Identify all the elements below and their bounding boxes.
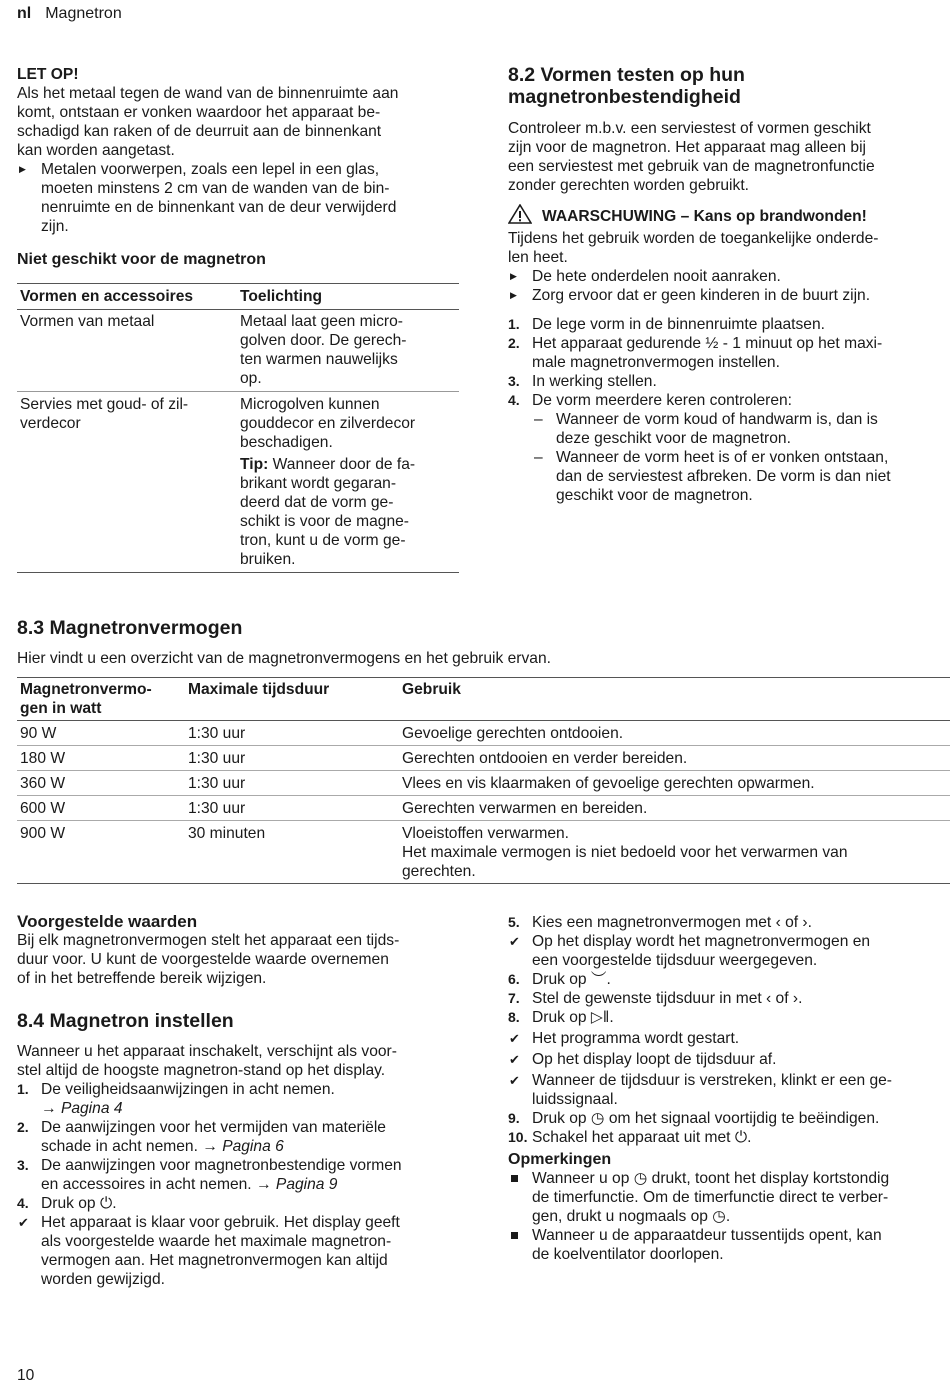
section-8-2-heading: 8.2 Vormen testen op hun magnetronbestendigheid <box>508 64 745 108</box>
table-row: 180 W 1:30 uur Gerechten ontdooien en verder bereiden. <box>17 746 950 771</box>
table-row: 600 W 1:30 uur Gerechten verwarmen en bereiden. <box>17 796 950 821</box>
list-item: – Wanneer de vorm koud of handwarm is, dan is deze geschikt voor de magnetron. <box>534 411 878 447</box>
notes-heading: Opmerkingen <box>508 1151 612 1168</box>
table-header: Gebruik <box>399 678 950 721</box>
page-header <box>17 4 122 23</box>
not-suitable-heading: Niet geschikt voor de magnetron <box>17 251 266 268</box>
table-header: Vormen en accessoires <box>17 284 237 310</box>
check-icon: ✔ <box>509 1031 520 1046</box>
table-row: Vormen van metaal Metaal laat geen micro- golven door. De gerech- ten warmen nauwelijks op. <box>17 310 459 392</box>
caution-bullet: ▶ Metalen voorwerpen, zoals een lepel in een glas, moeten minstens 2 cm van de wanden van de bin- nenruimte en de binnenkant van de deur verwijderd zijn. <box>17 160 467 236</box>
list-item: Wanneer u de apparaatdeur tussentijds opent, kan de koelventilator doorlopen. <box>508 1226 950 1264</box>
warning-bullet: ▶ Zorg ervoor dat er geen kinderen in de buurt zijn. <box>508 286 948 305</box>
test-steps: 1. De lege vorm in de binnenruimte plaatsen. 2. Het apparaat gedurende ½ - 1 minuut op het maxi- male magnetronvermogen instellen. 3. In werking stellen. 4. De vorm meerdere keren controleren: – Wanneer de vorm koud of handwarm is, dan is deze geschikt voor de magnetron. – Wanneer de vorm heet is of er vonken ontstaan, dan de serviestest afbreken. De vorm is dan niet geschikt voor de magnetron. <box>508 315 948 505</box>
list-item: – Wanneer de vorm heet is of er vonken ontstaan, dan de serviestest afbreken. De vorm is dan niet geschikt voor de magnetron. <box>534 449 891 504</box>
language-code: nl <box>17 5 32 22</box>
setting-steps: 1. De veiligheidsaanwijzingen in acht nemen. → Pagina 4 2. De aanwijzingen voor het vermijden van materiële schade in acht nemen. → Pagina 6 3. De aanwijzingen voor magnetronbestendige vormen en accessoires in acht nemen. → Pagina 9 4. Druk op ⏻. ✔ Het apparaat is klaar voor gebruik. Het display geeft als voorgestelde waarde het maximale magnetron- vermogen aan. Het magnetronvermogen kan altijd worden gewijzigd. <box>17 1080 467 1289</box>
section-8-3-heading: 8.3 Magnetronvermogen <box>17 617 243 639</box>
table-row: 90 W 1:30 uur Gevoelige gerechten ontdooien. <box>17 721 950 746</box>
caution-text: Als het metaal tegen de wand van de binnenruimte aan komt, ontstaan er vonken waardoor het apparaat be- schadigd kan raken of de deurruit aan de binnenkant kan worden aangetast. <box>17 85 399 159</box>
power-icon: ⏻ <box>99 1195 113 1212</box>
unsuitable-cookware-table <box>17 283 459 573</box>
page-reference-link[interactable]: Pagina 4 <box>60 1100 123 1117</box>
left-bottom-column <box>17 912 467 1289</box>
list-item: ✔ Het programma wordt gestart. <box>509 1030 740 1047</box>
section-8-4-intro: Wanneer u het apparaat inschakelt, verschijnt als voor- stel altijd de hoogste magnetron-stand op het display. <box>17 1043 397 1079</box>
page-number: 10 <box>17 1367 35 1384</box>
section-8-3 <box>17 617 950 884</box>
suggested-values-heading: Voorgestelde waarden <box>17 912 198 931</box>
table-header: Maximale tijdsduur <box>185 678 399 721</box>
page-reference-link[interactable]: Pagina 6 <box>222 1138 284 1155</box>
check-icon: ✔ <box>18 1215 29 1230</box>
list-item: ✔ Op het display loopt de tijdsduur af. <box>509 1051 777 1068</box>
suggested-values-text: Bij elk magnetronvermogen stelt het apparaat een tijds- duur voor. U kunt de voorgestelde waarde overnemen of in het betreffende bereik wijzigen. <box>17 932 400 987</box>
list-item: ✔ Het apparaat is klaar voor gebruik. Het display geeft als voorgestelde waarde het maximale magnetron- vermogen aan. Het magnetronvermogen kan altijd worden gewijzigd. <box>18 1214 400 1288</box>
caution-title: LET OP! <box>17 66 79 83</box>
table-row: Servies met goud- of zil- verdecor Microgolven kunnen gouddecor en zilverdecor beschadigen. Tip: Wanneer door de fa- brikant wordt gegaran- deerd dat de vorm ge- schikt is voor de magne- tron, kunt u de vorm ge- bruiken. <box>20 396 416 568</box>
header-title: Magnetron <box>45 5 122 22</box>
table-header: Toelichting <box>237 284 459 310</box>
check-icon: ✔ <box>509 1052 520 1067</box>
warning-bullet: ▶ De hete onderdelen nooit aanraken. <box>508 267 948 286</box>
list-item: ✔ Op het display wordt het magnetronvermogen en een voorgestelde tijdsduur weergegeven. <box>509 933 871 969</box>
list-item: ✔ Wanneer de tijdsduur is verstreken, klinkt er een ge- luidssignaal. <box>509 1072 892 1108</box>
warning-text: Tijdens het gebruik worden de toegankelijke onderde- len heet. <box>508 230 879 266</box>
right-bottom-column: 5. Kies een magnetronvermogen met ‹ of ›. ✔ Op het display wordt het magnetronvermogen en een voorgestelde tijdsduur weergegeven. 6. Druk op ︶. 7. Stel de gewenste tijdsduur in met ‹ of ›. 8. Druk op ▷ǁ. ✔ Het programma wordt gestart. ✔ Op het display loopt de tijdsduur af. ✔ Wanneer de tijdsduur is verstreken, klinkt er een ge- luidssignaal. 9. Druk op ◷ om het signaal voortijdig te beëindigen. 10. Schakel het apparaat uit met ⏻. Opmerkingen Wanneer u op ◷ drukt, toont het display kortstondig de timerfunctie. Om de timerfunctie direct te verber- gen, drukt u nogmaals op ◷. Wanneer u de apparaatdeur tussentijds opent, kan de koelventilator doorlopen. <box>508 913 950 1264</box>
section-8-3-intro: Hier vindt u een overzicht van de magnetronvermogens en het gebruik ervan. <box>17 650 551 667</box>
warning-icon <box>508 204 532 229</box>
list-item: Wanneer u op ◷ drukt, toont het display kortstondig de timerfunctie. Om de timerfunctie direct te verber- gen, drukt u nogmaals op ◷. <box>508 1169 950 1226</box>
section-8-4-heading: 8.4 Magnetron instellen <box>17 1010 234 1032</box>
table-row: 360 W 1:30 uur Vlees en vis klaarmaken of gevoelige gerechten opwarmen. <box>17 771 950 796</box>
section-8-2-intro: Controleer m.b.v. een serviestest of vormen geschikt zijn voor de magnetron. Het apparaat mag alleen bij een serviestest met gebruik van de magnetronfunctie zonder gerechten worden gebruikt. <box>508 120 875 194</box>
warning-title: WAARSCHUWING – Kans op brandwonden! <box>508 204 948 229</box>
right-top-column <box>508 64 948 505</box>
tip-label: Tip: <box>240 456 269 473</box>
left-top-column <box>17 65 467 573</box>
page-reference-link[interactable]: Pagina 9 <box>275 1176 338 1193</box>
microwave-power-table <box>17 677 950 884</box>
table-header: Magnetronvermo- gen in watt <box>17 678 185 721</box>
check-icon: ✔ <box>509 934 520 949</box>
table-row: 900 W 30 minuten Vloeistoffen verwarmen. Het maximale vermogen is niet bedoeld voor het verwarmen van gerechten. <box>20 825 848 880</box>
check-icon: ✔ <box>509 1073 520 1088</box>
